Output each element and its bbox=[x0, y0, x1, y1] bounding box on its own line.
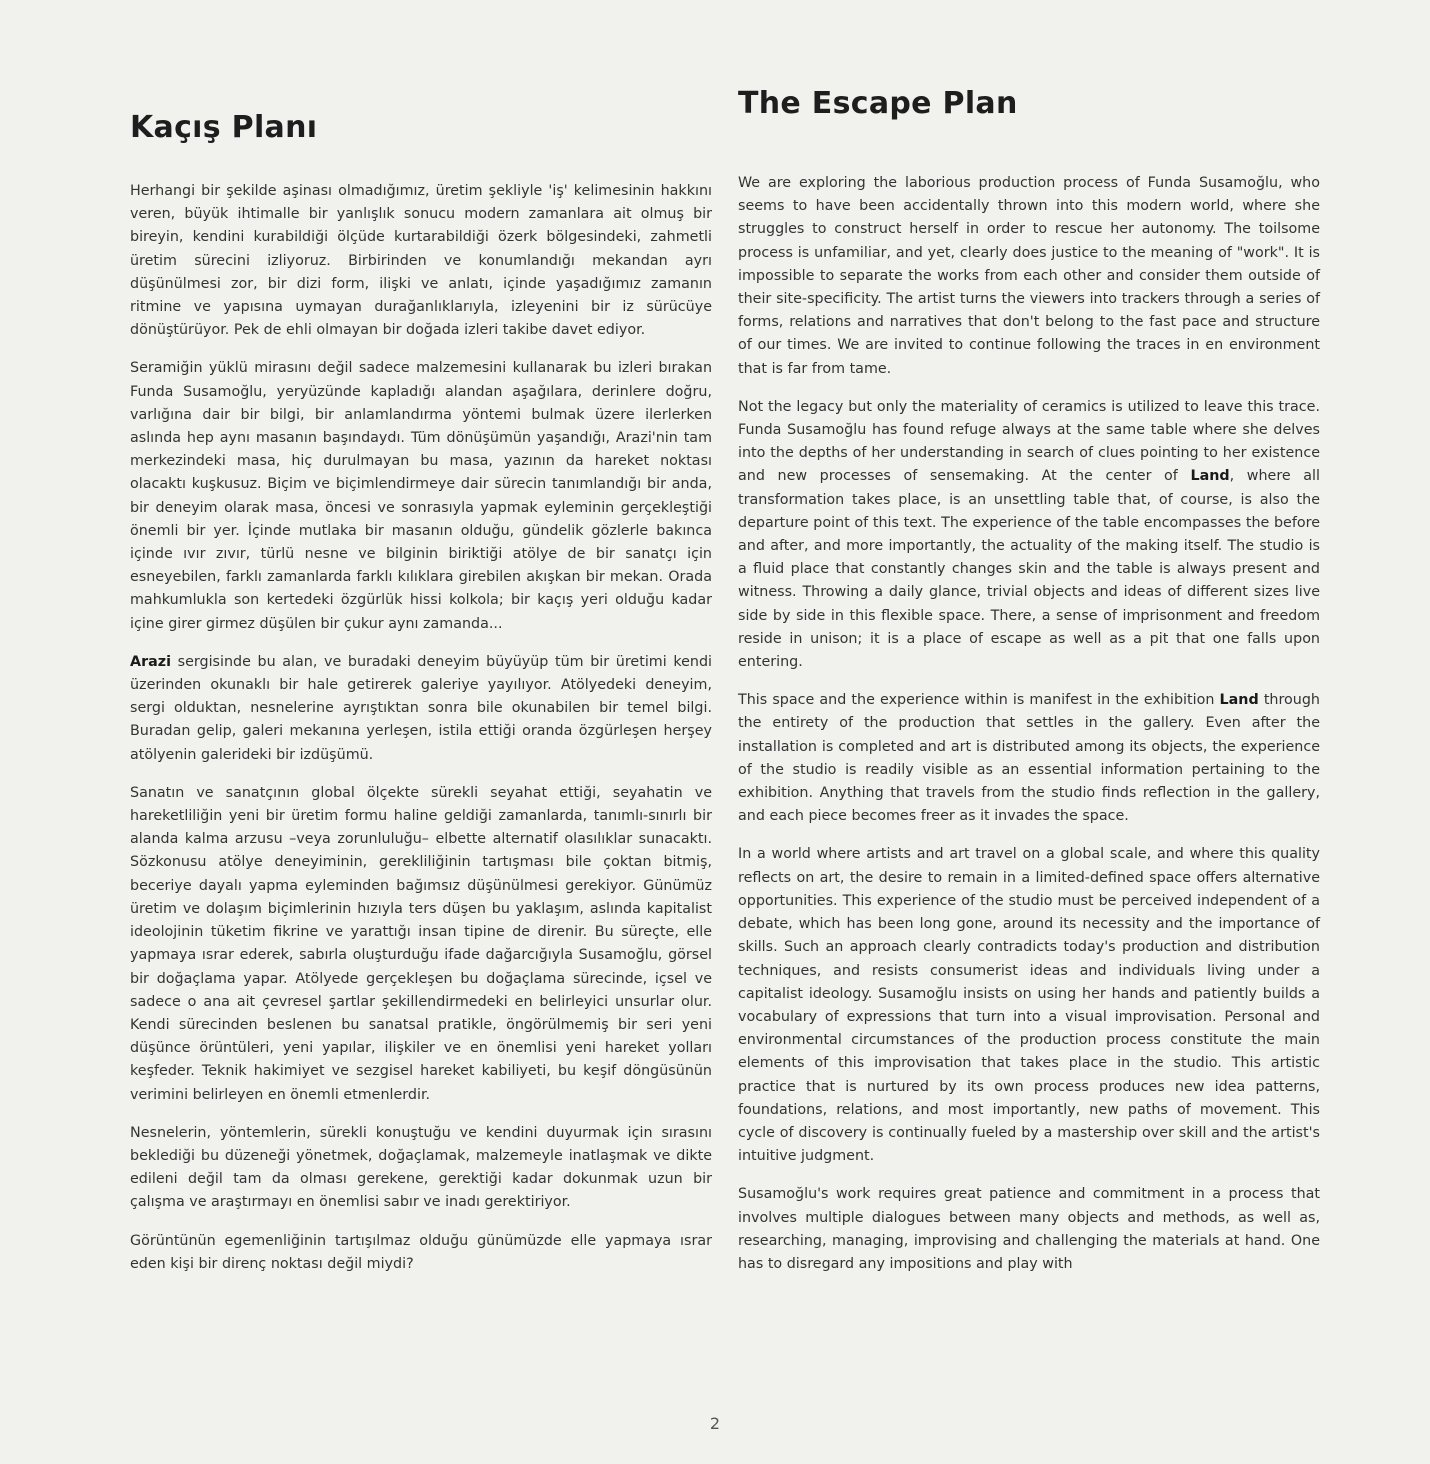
turkish-paragraph-1: Herhangi bir şekilde aşinası olmadığımız, üretim şekliyle 'iş' kelimesinin hakkını veren, büyük ihtimalle bir yanlışlık sonucu modern zamanlara ait olmuş bir bireyin, kendini kurabildiği ölçüde kurtarabildiği özerk bölgesindeki, zahmetli üretim sürecini izliyoruz. Birbirinden ve konumlandığı mekandan ayrı düşünülmesi zor, bir dizi form, ilişki ve anlatı, içinde yaşadığımız zamanın ritmine ve yapısına uymayan durağanlıklarıyla, izleyenini bir iz sürücüye dönüştürüyor. Pek de ehli olmayan bir doğada izleri takibe davet ediyor. bbox=[130, 183, 712, 339]
turkish-paragraph-3: Arazi sergisinde bu alan, ve buradaki deneyim büyüyüp tüm bir üretimi kendi üzerinden okunaklı bir hale getirerek galeriye yayılıyor. Atölyedeki deneyim, sergi olduktan, nesnelerine ayrıştıktan sonra bile okunabilen bir temel bilgi. Buradan gelip, galeri mekanına yerleşen, istila ettiği oranda özgürleşen herşey atölyenin galerideki bir izdüşümü. bbox=[130, 653, 712, 763]
exhibition-name-bold: Land bbox=[1219, 692, 1259, 709]
exhibition-name-bold: Land bbox=[1190, 468, 1230, 485]
english-paragraph-5: Susamoğlu's work requires great patience and commitment in a process that involves multiple dialogues between many objects and methods, as well as, researching, managing, improvising and challenging the materials at hand. One has to disregard any impositions and play with bbox=[738, 1186, 1320, 1272]
english-paragraph-1: We are exploring the laborious production process of Funda Susamoğlu, who seems to have been accidentally thrown into this modern world, where she struggles to construct herself in order to rescue her autonomy. The toilsome process is unfamiliar, and yet, clearly does justice to the meaning of "work". It is impossible to separate the works from each other and consider them outside of their site-specificity. The artist turns the viewers into trackers through a series of forms, relations and narratives that don't belong to the fast pace and structure of our times. We are invited to continue following the traces in en environment that is far from tame. bbox=[738, 175, 1320, 377]
turkish-paragraph-6: Görüntünün egemenliğinin tartışılmaz olduğu günümüzde elle yapmaya ısrar eden kişi bir direnç noktası değil miydi? bbox=[130, 1232, 712, 1272]
page-number: 2 bbox=[709, 1414, 721, 1433]
turkish-paragraph-4: Sanatın ve sanatçının global ölçekte sürekli seyahat ettiği, seyahatin ve hareketliliğin yeni bir üretim formu haline geldiği zamanlarda, tanımlı-sınırlı bir alanda kalma arzusu –veya zorunluluğu– elbette alternatif olasılıklar sunacaktı. Sözkonusu atölye deneyiminin, gerekliliğinin tartışması bile çoktan bitmiş, beceriye dayalı yapma eyleminden bağımsız düşünülmesi gerekiyor. Günümüz üretim ve dolaşım biçimlerinin hızıyla ters düşen bu yaklaşım, aslında kapitalist ideolojinin tüketim fikrine ve yarattığı insan tipine de direnir. Bu süreçte, elle yapmaya ısrar ederek, sabırla oluşturduğu ifade dağarcığıyla Susamoğlu, görsel bir doğaçlama yapar. Atölyede gerçekleşen bu doğaçlama sürecinde, içsel ve sadece o ana ait çevresel şartlar şekillendirmedeki en belirleyici unsurlar olur. Kendi sürecinden beslenen bu sanatsal pratikle, öngörülmemiş bir seri yeni düşünce örüntüleri, yeni yapılar, ilişkiler ve en önemlisi yeni hareket yolları keşfeder. Teknik hakimiyet ve sezgisel hareket kabiliyeti, bu keşif döngüsünün verimini belirleyen en önemli etmenlerdir. bbox=[130, 784, 712, 1103]
english-paragraph-2: Not the legacy but only the materiality of ceramics is utilized to leave this trace. Funda Susamoğlu has found refuge always at the same table where she delves into the depths of her understanding in search of clues pointing to her existence and new processes of sensemaking. At the center of Land, where all transformation takes place, is an unsettling table that, of course, is also the departure point of this text. The experience of the table encompasses the before and after, and more importantly, the actuality of the making itself. The studio is a fluid place that constantly changes skin and the table is always present and witness. Throwing a daily glance, trivial objects and ideas of different sizes live side by side in this flexible space. There, a sense of imprisonment and freedom reside in unison; it is a place of escape as well as a pit that one falls upon entering. bbox=[738, 398, 1321, 671]
english-paragraph-4: In a world where artists and art travel on a global scale, and where this quality reflects on art, the desire to remain in a limited-defined space offers alternative opportunities. This experience of the studio must be perceived independent of a debate, which has been long gone, around its necessity and the importance of skills. Such an approach clearly contradicts today's production and distribution techniques, and resists consumerist ideas and individuals living under a capitalist ideology. Susamoğlu insists on using her hands and patiently builds a vocabulary of expressions that turn into a visual improvisation. Personal and environmental circumstances of the production process constitute the main elements of this improvisation that takes place in the studio. This artistic practice that is nurtured by its own process produces new idea patterns, foundations, relations, and most importantly, new paths of movement. This cycle of discovery is continually fueled by a mastership over skill and the artist's intuitive judgment. bbox=[738, 846, 1320, 1165]
turkish-title: Kaçış Planı bbox=[130, 110, 318, 145]
turkish-body bbox=[130, 180, 712, 1291]
turkish-paragraph-2: Seramiğin yüklü mirasını değil sadece malzemesini kullanarak bu izleri bırakan Funda Susamoğlu, yeryüzünde kapladığı alandan aşağılara, derinlere doğru, varlığına dair bir bilgi, bir anlamlandırma yöntemi bulmak üzere ilerlerken aslında hep aynı masanın başındaydı. Tüm dönüşümün yaşandığı, Arazi'nin tam merkezindeki masa, hiç durulmayan bu masa, yazının da hareket noktası olacaktı kuşkusuz. Biçim ve biçimlendirmeye dair sürecin tanımlandığı bir anda, bir deneyim olarak masa, öncesi ve sonrasıyla yapmak eyleminin gerçekleştiği önemli bir yer. İçinde mutlaka bir masanın olduğu, gündelik gözlerle bakınca içinde ıvır zıvır, türlü nesne ve bilginin biriktiği atölye de bir sanatçı için esneyebilen, farklı zamanlarda farklı kılıklara girebilen akışkan bir mekan. Orada mahkumlukla son kertedeki özgürlük hissi kolkola; bir kaçış yeri olduğu kadar içine girer girmez düşülen bir çukur aynı zamanda... bbox=[130, 360, 712, 632]
exhibition-name-bold: Arazi bbox=[130, 653, 171, 670]
turkish-paragraph-5: Nesnelerin, yöntemlerin, sürekli konuştuğu ve kendini duyurmak için sırasını beklediği bu düzeneği yönetmek, doğaçlamak, malzemeyle inatlaşmak ve dikte edileni değil tam da olması gerekene, gerektiği kadar dokunmak uzun bir çalışma ve araştırmayı en önemlisi sabır ve inadı gerektiriyor. bbox=[130, 1124, 712, 1211]
english-body bbox=[738, 172, 1320, 1291]
english-title: The Escape Plan bbox=[738, 86, 1018, 121]
english-paragraph-3: This space and the experience within is manifest in the exhibition Land through the entirety of the production that settles in the gallery. Even after the installation is completed and art is distributed among its objects, the experience of the studio is readily visible as an essential information pertaining to the exhibition. Anything that travels from the studio finds reflection in the gallery, and each piece becomes freer as it invades the space. bbox=[738, 692, 1320, 825]
